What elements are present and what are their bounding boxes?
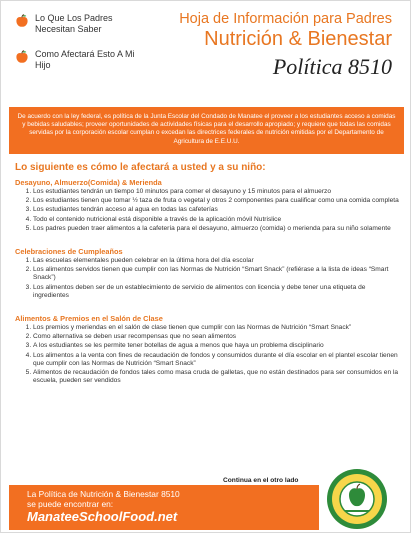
continue-note: Continua en el otro lado (223, 477, 299, 484)
list-item: 1. Los estudiantes tendrán un tiempo 10 minutos para comer el desayuno y 15 minutos para el almuerzo (33, 188, 400, 196)
apple-icon (15, 50, 29, 64)
list-item: 1. Las escuelas elementales pueden celebrar en la última hora del día escolar (33, 257, 400, 265)
district-logo (325, 467, 389, 531)
list-item: 1. Los premios y meriendas en el salón de clase tienen que cumplir con las Normas de Nutrición “Smart Snack” (33, 324, 400, 332)
main-heading: Lo siguiente es cómo le afectará a usted y a su niño: (15, 162, 266, 173)
title-line-2: Nutrición & Bienestar (204, 28, 392, 50)
footer-line-1: La Política de Nutrición & Bienestar 8510 (27, 489, 180, 499)
list-item: 2. Los alimentos servidos tienen que cumplir con las Normas de Nutrición “Smart Snack” (refiérase a la lista de ideas “Smart Snack”) (33, 266, 400, 282)
footer-line-2: se puede encontrar en: (27, 499, 114, 509)
list-item: 2. Los estudiantes tienen que tomar ½ taza de fruta o vegetal y otros 2 componentes para cualificar como una comida completa (33, 197, 400, 205)
list-item: 2. Como alternativa se deben usar recompensas que no sean alimentos (33, 333, 400, 341)
header-bullet-text: Como Afectará Esto A Mi Hijo (35, 49, 135, 70)
section-heading: Celebraciones de Cumpleaños (15, 247, 123, 257)
list-item: 3. Los alimentos deben ser de un establecimiento de servicio de alimentos con licencia y debe tener una etiqueta de ingredientes (33, 284, 400, 300)
list-item: 4. Todo el contenido nutricional está disponible a través de la aplicación móvil Nutrislice (33, 216, 400, 224)
footer-band (9, 485, 319, 530)
apple-icon (15, 14, 29, 28)
section-heading: Desayuno, Almuerzo(Comida) & Merienda (15, 178, 162, 187)
header-bullets (15, 13, 145, 85)
footer-url[interactable]: ManateeSchoolFood.net (27, 509, 178, 524)
title-line-1: Hoja de Información para Padres (179, 11, 392, 27)
header-bullet-2 (15, 49, 145, 71)
list-item: 5. Los padres pueden traer alimentos a la cafetería para el desayuno, almuerzo (comida) o merienda para su niño solamente (33, 225, 400, 233)
title-block (142, 11, 392, 81)
list-item: 3. A los estudiantes se les permite tener botellas de agua a menos que haya un problema disciplinario (33, 342, 400, 350)
intro-band (9, 107, 404, 154)
section-list (33, 324, 400, 385)
intro-text: De acuerdo con la ley federal, es política de la Junta Escolar del Condado de Manatee el proveer a los estudiantes acceso a comidas y bebidas saludables; proveer oportunidades de actividades físicas para el desarrollo apropiado; y requiere que todas las comidas servidas por la corporación escolar cumplan o excedan las directrices federales de nutrición emitidas por el Departamento de Agricultura de E.E.U.U. (17, 113, 396, 145)
section-list (33, 257, 400, 300)
list-item: 3. Los estudiantes tendrán acceso al agua en todas las cafeterías (33, 206, 400, 214)
header-bullet-text: Lo Que Los Padres Necesitan Saber (35, 13, 113, 34)
list-item: 4. Los alimentos a la venta con fines de recaudación de fondos y consumidos durante el día escolar en el plantel escolar tienen que cumplir con las Normas de Nutrición “Smart Snack” (33, 352, 400, 368)
section-list (33, 188, 400, 233)
header-bullet-1 (15, 13, 145, 35)
policy-title: Política 8510 (272, 54, 392, 79)
section-heading: Alimentos & Premios en el Salón de Clase (15, 314, 163, 324)
main-content (15, 161, 400, 386)
list-item: 5. Alimentos de recaudación de fondos tales como masa cruda de galletas, que no están destinados para ser consumidos en la escuela, pueden ser vendidos (33, 369, 400, 385)
